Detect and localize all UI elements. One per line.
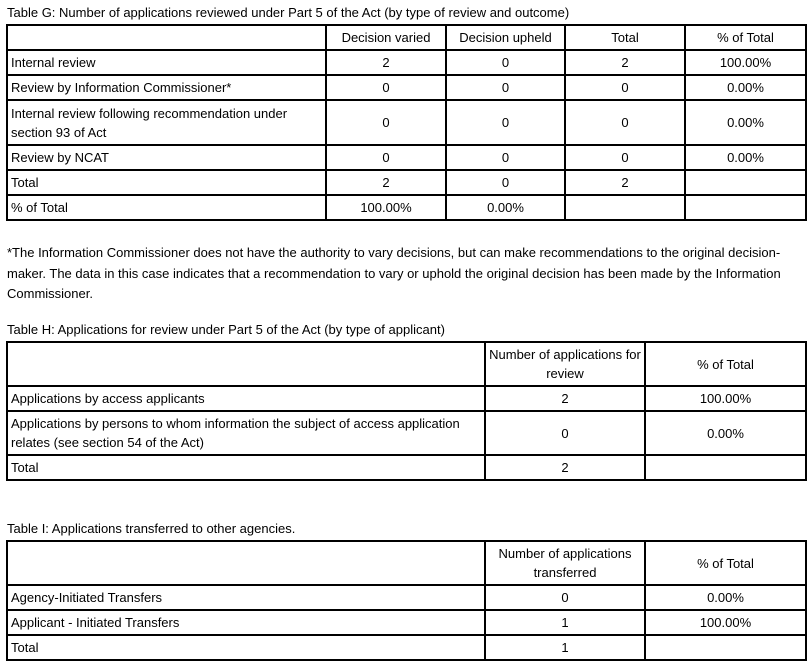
table-row bbox=[7, 100, 806, 145]
cell-decision-varied: 2 bbox=[326, 170, 446, 195]
cell-decision-varied: 0 bbox=[326, 145, 446, 170]
cell-total bbox=[565, 195, 685, 220]
row-label: % of Total bbox=[7, 195, 326, 220]
table-h-header-percent: % of Total bbox=[645, 342, 806, 386]
cell-total: 2 bbox=[565, 170, 685, 195]
table-i-caption: Table I: Applications transferred to other agencies. bbox=[7, 521, 296, 536]
table-row bbox=[7, 635, 806, 660]
table-row bbox=[7, 145, 806, 170]
cell-total: 0 bbox=[565, 100, 685, 145]
table-g-caption: Table G: Number of applications reviewed under Part 5 of the Act (by type of review and outcome) bbox=[7, 5, 570, 20]
cell-number: 0 bbox=[485, 585, 645, 610]
cell-percent bbox=[645, 455, 806, 480]
table-i-header-number: Number of applications transferred bbox=[485, 541, 645, 585]
table-h-header-number: Number of applications for review bbox=[485, 342, 645, 386]
cell-percent: 0.00% bbox=[645, 411, 806, 455]
cell-decision-varied: 0 bbox=[326, 75, 446, 100]
table-row bbox=[7, 50, 806, 75]
cell-decision-varied: 0 bbox=[326, 100, 446, 145]
cell-percent bbox=[685, 195, 806, 220]
information-commissioner-footnote: *The Information Commissioner does not have the authority to vary decisions, but can make recommendations to the original decision-maker. The data in this case indicates that a recommendation to vary or uphold the original decision has been made by the Information Commissioner. bbox=[7, 245, 781, 301]
table-g-header-decision-upheld: Decision upheld bbox=[446, 25, 565, 50]
row-label: Review by Information Commissioner* bbox=[7, 75, 326, 100]
cell-percent: 100.00% bbox=[685, 50, 806, 75]
row-label: Internal review bbox=[7, 50, 326, 75]
cell-decision-upheld: 0 bbox=[446, 145, 565, 170]
table-g-header-decision-varied: Decision varied bbox=[326, 25, 446, 50]
table-row bbox=[7, 75, 806, 100]
cell-number: 1 bbox=[485, 635, 645, 660]
row-label: Total bbox=[7, 635, 485, 660]
cell-percent: 100.00% bbox=[645, 610, 806, 635]
table-h-header-row bbox=[7, 342, 806, 386]
table-g-header-total: Total bbox=[565, 25, 685, 50]
cell-percent bbox=[645, 635, 806, 660]
table-row bbox=[7, 386, 806, 411]
table-i bbox=[6, 540, 807, 661]
cell-percent: 0.00% bbox=[685, 100, 806, 145]
row-label: Agency-Initiated Transfers bbox=[7, 585, 485, 610]
cell-total: 0 bbox=[565, 145, 685, 170]
table-row bbox=[7, 610, 806, 635]
table-g-header-row bbox=[7, 25, 806, 50]
cell-percent bbox=[685, 170, 806, 195]
table-i-header-percent: % of Total bbox=[645, 541, 806, 585]
table-g-header-blank bbox=[7, 25, 326, 50]
table-g bbox=[6, 24, 807, 221]
row-label: Total bbox=[7, 170, 326, 195]
table-h-caption: Table H: Applications for review under Part 5 of the Act (by type of applicant) bbox=[7, 322, 445, 337]
cell-decision-varied: 100.00% bbox=[326, 195, 446, 220]
cell-decision-upheld: 0 bbox=[446, 100, 565, 145]
cell-decision-upheld: 0 bbox=[446, 170, 565, 195]
row-label: Applications by persons to whom information the subject of access application relates (see section 54 of the Act) bbox=[7, 411, 485, 455]
table-h bbox=[6, 341, 807, 481]
cell-number: 0 bbox=[485, 411, 645, 455]
cell-decision-upheld: 0 bbox=[446, 50, 565, 75]
cell-total: 0 bbox=[565, 75, 685, 100]
cell-percent: 0.00% bbox=[685, 145, 806, 170]
cell-total: 2 bbox=[565, 50, 685, 75]
cell-decision-upheld: 0 bbox=[446, 75, 565, 100]
table-i-header-row bbox=[7, 541, 806, 585]
row-label: Applicant - Initiated Transfers bbox=[7, 610, 485, 635]
row-label: Applications by access applicants bbox=[7, 386, 485, 411]
table-row bbox=[7, 411, 806, 455]
cell-number: 2 bbox=[485, 455, 645, 480]
cell-number: 2 bbox=[485, 386, 645, 411]
table-h-header-blank bbox=[7, 342, 485, 386]
cell-decision-upheld: 0.00% bbox=[446, 195, 565, 220]
row-label: Total bbox=[7, 455, 485, 480]
table-g-header-percent: % of Total bbox=[685, 25, 806, 50]
row-label: Review by NCAT bbox=[7, 145, 326, 170]
row-label: Internal review following recommendation under section 93 of Act bbox=[7, 100, 326, 145]
table-row bbox=[7, 455, 806, 480]
table-i-header-blank bbox=[7, 541, 485, 585]
table-row bbox=[7, 585, 806, 610]
cell-percent: 100.00% bbox=[645, 386, 806, 411]
cell-decision-varied: 2 bbox=[326, 50, 446, 75]
cell-percent: 0.00% bbox=[645, 585, 806, 610]
cell-percent: 0.00% bbox=[685, 75, 806, 100]
cell-number: 1 bbox=[485, 610, 645, 635]
table-row bbox=[7, 170, 806, 195]
table-row bbox=[7, 195, 806, 220]
